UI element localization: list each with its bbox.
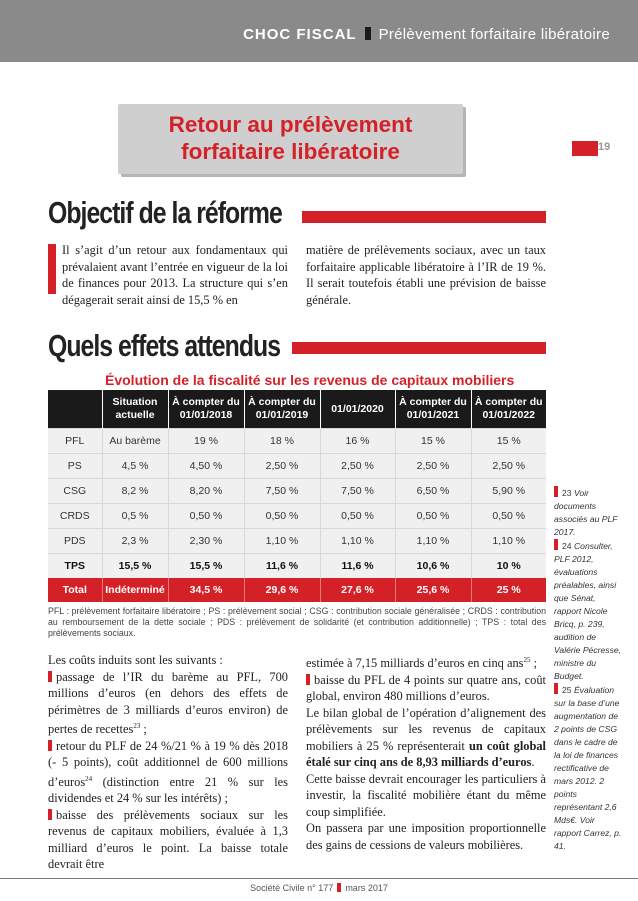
table-cell: 16 % [320,429,395,454]
table-cell: Total [48,578,102,602]
heading-objectif: Objectif de la réforme [48,195,282,230]
table-cell: 2,50 % [244,454,320,479]
article-title-line2: forfaitaire libératoire [181,139,400,164]
table-cell: 1,10 % [244,529,320,554]
sidenote-text: Consulter, PLF 2012, évaluations préalables, ainsi que Sénat, rapport Nicole Bricq, p. 239, audition de Valérie Pécresse, ministre du Budget. [554,541,622,681]
table-cell: PFL [48,429,102,454]
sidenote-number: 25 [562,685,572,695]
objectif-col1-text: Il s’agit d’un retour aux fondamentaux qui prévalaient avant l’entrée en vigueur de la loi de finances pour 2013. La structure qui s’en dégagerait serait ainsi de 15,5 % en [62,243,288,307]
objectif-col1 [48,242,288,308]
table-cell: 1,10 % [320,529,395,554]
table-cell: 4,50 % [168,454,244,479]
table-cell: 7,50 % [244,479,320,504]
table-cell: Indéterminé [102,578,168,602]
table-cell: 1,10 % [395,529,471,554]
page-number-marker [572,141,598,156]
footnote-ref-23: 23 [133,722,141,730]
body-bullet-2 [48,738,288,807]
bullet-marker [48,809,52,820]
table-row-total [48,578,546,602]
table-cell: 11,6 % [320,554,395,579]
p1-text: estimée à 7,15 milliards d’euros en cinq ans [306,656,524,671]
table-cell: 10 % [471,554,546,579]
tax-table [48,390,546,602]
bullet-marker [48,740,52,751]
table-cell: 34,5 % [168,578,244,602]
table-cell: 11,6 % [244,554,320,579]
table-header-cell: À compter du 01/01/2019 [244,390,320,429]
table-header-cell: Situation actuelle [102,390,168,429]
table-cell: 0,5 % [102,504,168,529]
bullet-1-end: ; [140,722,147,737]
table-cell: 0,50 % [168,504,244,529]
p1-end: ; [530,656,538,671]
table-cell: 2,50 % [395,454,471,479]
footer-date: mars 2017 [345,883,388,893]
table-header-row [48,390,546,429]
table-cell: 8,20 % [168,479,244,504]
bullet-2-end: (distinction entre 21 % sur les dividendes et 24 % sur les intérêts) ; [48,774,288,806]
bullet-2-text: retour du PLF de 24 %/21 % à 19 % dès 2018 (- 5 points), coût additionnel de 600 millions d’euros [48,738,288,789]
table-cell: 2,50 % [471,454,546,479]
header-section: CHOC FISCAL [243,26,357,43]
table-row [48,479,546,504]
footer [0,883,638,893]
p2-end: . [531,755,535,770]
p2-bold: un coût global étalé sur cinq ans de 8,93 milliards d’euros [306,738,546,770]
heading-effets: Quels effets attendus [48,328,281,363]
objectif-col2: matière de prélèvements sociaux, avec un taux forfaitaire applicable libératoire à l’IR de 19 %. Il serait toutefois établi une prévision de baisse générale. [306,243,546,307]
tax-table-wrapper [48,390,546,602]
table-cell: 1,10 % [471,529,546,554]
table-cell: 0,50 % [395,504,471,529]
bullet-marker [48,671,52,682]
heading-effets-rule [292,342,546,354]
table-cell: PS [48,454,102,479]
article-title-line1: Retour au prélèvement [168,112,413,137]
sidenote-24 [554,539,624,683]
table-note: PFL : prélèvement forfaitaire libératoire ; PS : prélèvement social ; CSG : contribution sociale généralisée ; CRDS : contribution au remboursement de la dette sociale ; PDS : prélèvement de solidarité (et contribution additionnelle) ; TPS : total des prélèvements sociaux. [48,606,546,638]
body-left-column [48,652,288,873]
table-cell: CSG [48,479,102,504]
bullet-3-text: baisse des prélèvements sociaux sur les revenus de capitaux mobiliers, évaluée à 1,3 milliard d’euros le point. La baisse totale devrait être [48,807,288,872]
footer-rule [0,878,638,879]
bullet-marker [554,683,558,694]
table-row [48,454,546,479]
body-bullet-1 [48,669,288,738]
body-right-bullet [306,672,546,705]
header-separator [365,27,371,40]
table-cell: 25,6 % [395,578,471,602]
heading-objectif-rule [302,211,546,223]
table-cell: TPS [48,554,102,579]
bullet-marker [554,486,558,497]
table-row [48,429,546,454]
footnote-ref-24: 24 [85,774,93,783]
table-cell: 4,5 % [102,454,168,479]
table-cell: 2,50 % [320,454,395,479]
article-title-box [118,104,463,174]
right-bullet-text: baisse du PFL de 4 points sur quatre ans, coût global, environ 480 millions d’euros. [306,672,546,704]
table-cell: 15 % [471,429,546,454]
table-cell: 8,2 % [102,479,168,504]
table-cell: 7,50 % [320,479,395,504]
table-cell: 6,50 % [395,479,471,504]
body-right-p1 [306,652,546,672]
table-cell: 2,30 % [168,529,244,554]
sidenote-25 [554,683,624,853]
body-right-p2 [306,705,546,771]
table-title: Évolution de la fiscalité sur les revenus de capitaux mobiliers [105,372,515,388]
table-row-tps [48,554,546,579]
table-cell: 15 % [395,429,471,454]
body-intro: Les coûts induits sont les suivants : [48,653,223,667]
table-cell: 25 % [471,578,546,602]
sidenotes [554,486,624,853]
bullet-1-text: passage de l’IR du barème au PFL, 700 millions d’euros (en dehors des effets de périmètres de 3 milliards d’euros environ) de pertes de recettes [48,669,288,737]
sidenote-23 [554,486,624,539]
body-right-p3: Cette baisse devrait encourager les particuliers à investir, la fiscalité mobilière étant du même coup simplifiée. [306,771,546,819]
sidenote-text: Voir documents associés au PLF 2017. [554,488,618,537]
header-bar [0,0,638,62]
table-cell: CRDS [48,504,102,529]
footer-separator [337,883,341,892]
table-row [48,529,546,554]
footnote-ref-25: 25 [523,656,531,664]
page-number: 19 [598,141,611,153]
table-cell: 5,90 % [471,479,546,504]
body-bullet-3 [48,807,288,873]
bullet-marker [554,539,558,550]
footer-publication: Société Civile n° 177 [250,883,334,893]
table-cell: 29,6 % [244,578,320,602]
table-header-cell [48,390,102,429]
table-header-cell: À compter du 01/01/2018 [168,390,244,429]
table-cell: 15,5 % [102,554,168,579]
table-header-cell: 01/01/2020 [320,390,395,429]
table-cell: 0,50 % [471,504,546,529]
table-cell: 2,3 % [102,529,168,554]
table-cell: 10,6 % [395,554,471,579]
sidenote-text: Évaluation sur la base d’une augmentation de 2 points de CSG dans le cadre de la loi de finances rectificative de mars 2012. 2 points représentant 2,6 Mds€. Voir rapport Carrez, p. 41. [554,685,622,851]
dropcap-marker [48,244,56,294]
sidenote-number: 23 [562,488,572,498]
header-subtitle: Prélèvement forfaitaire libératoire [378,26,610,43]
header-text [243,26,610,43]
table-header-cell: À compter du 01/01/2021 [395,390,471,429]
sidenote-number: 24 [562,541,572,551]
table-cell: 0,50 % [320,504,395,529]
table-row [48,504,546,529]
table-cell: 18 % [244,429,320,454]
table-cell: 15,5 % [168,554,244,579]
table-cell: Au barème [102,429,168,454]
table-cell: 0,50 % [244,504,320,529]
p2-text: Le bilan global de l’opération d’alignement des prélèvements sur les revenus de capitaux mobiliers à 25 % représenterait [306,705,546,753]
table-cell: 19 % [168,429,244,454]
bullet-marker [306,674,310,685]
body-right-p4: On passera par une imposition proportionnelle des gains de cessions de valeurs mobilières. [306,821,546,852]
body-right-column [306,652,546,853]
table-cell: PDS [48,529,102,554]
table-cell: 27,6 % [320,578,395,602]
table-header-cell: À compter du 01/01/2022 [471,390,546,429]
